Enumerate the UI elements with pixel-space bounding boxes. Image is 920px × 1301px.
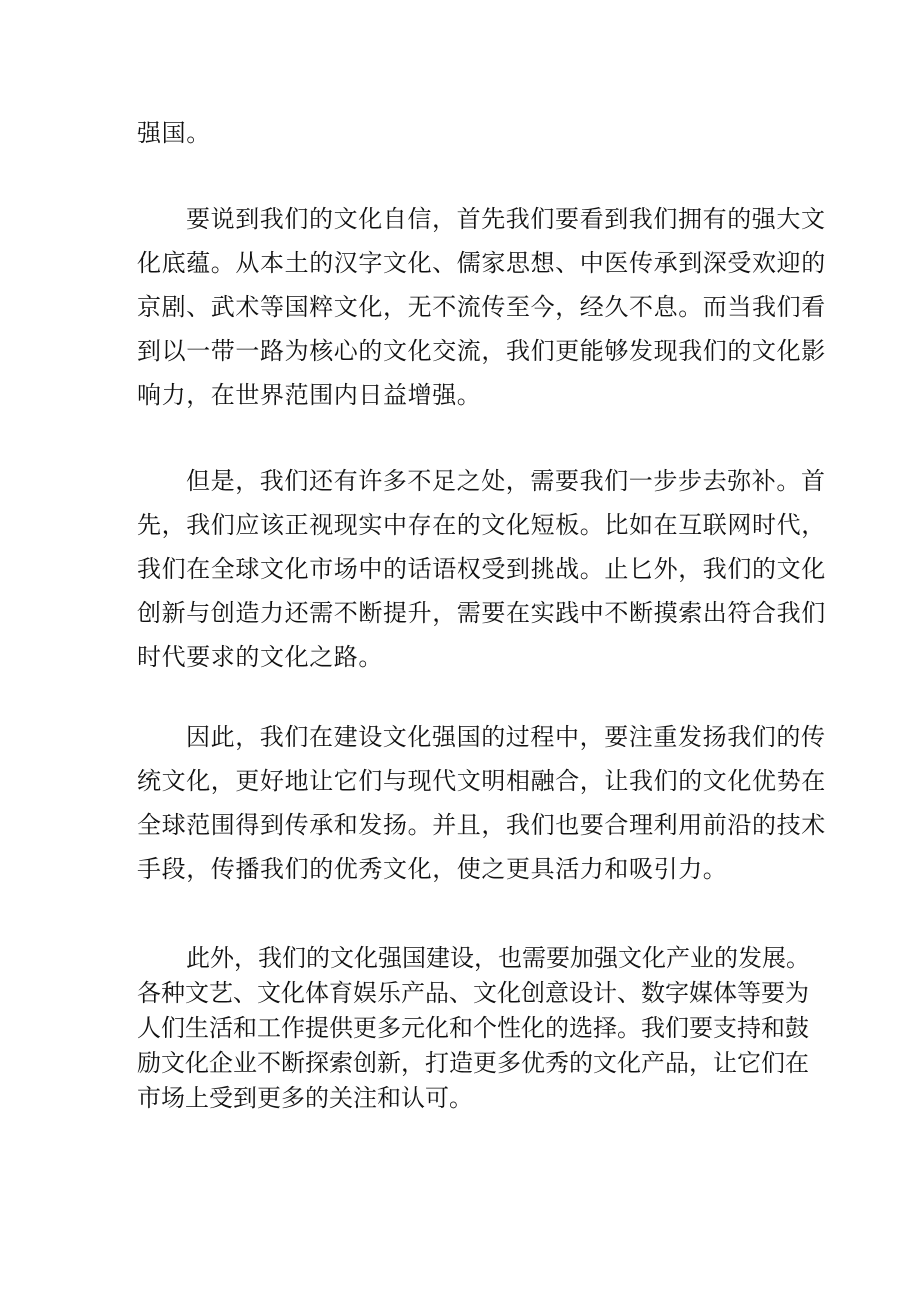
paragraph-1-line-2: 化底蕴。从本土的汉字文化、儒家思想、中医传承到深受欢迎的: [137, 249, 826, 277]
paragraph-3-line-3: 全球范围得到传承和发扬。并且，我们也要合理利用前沿的技术: [137, 811, 826, 839]
paragraph-1-line-4: 到以一带一路为核心的文化交流，我们更能够发现我们的文化影: [137, 337, 826, 365]
paragraph-2-line-1: 但是，我们还有许多不足之处，需要我们一步步去弥补。首: [186, 467, 826, 495]
paragraph-4-line-2: 各种文艺、文化体育娱乐产品、文化创意设计、数字媒体等要为: [137, 979, 809, 1007]
paragraph-1-line-1: 要说到我们的文化自信，首先我们要看到我们拥有的强大文: [186, 205, 826, 233]
paragraph-3-line-2: 统文化，更好地让它们与现代文明相融合，让我们的文化优势在: [137, 767, 826, 795]
paragraph-2-line-2: 先，我们应该正视现实中存在的文化短板。比如在互联网时代，: [137, 511, 826, 539]
paragraph-1-line-5: 响力，在世界范围内日益增强。: [137, 381, 482, 409]
paragraph-1-line-3: 京剧、武术等国粹文化，无不流传至今，经久不息。而当我们看: [137, 293, 826, 321]
paragraph-continuation-line: 强国。: [137, 119, 211, 147]
paragraph-3-line-4: 手段，传播我们的优秀文化，使之更具活力和吸引力。: [137, 855, 728, 883]
paragraph-3-line-1: 因此，我们在建设文化强国的过程中，要注重发扬我们的传: [186, 723, 826, 751]
paragraph-4-line-5: 市场上受到更多的关注和认可。: [137, 1084, 473, 1112]
paragraph-2-line-3: 我们在全球文化市场中的话语权受到挑战。止匕外，我们的文化: [137, 555, 826, 583]
paragraph-2-line-5: 时代要求的文化之路。: [137, 643, 383, 671]
paragraph-4-line-3: 人们生活和工作提供更多元化和个性化的选择。我们要支持和鼓: [137, 1014, 809, 1042]
paragraph-2-line-4: 创新与创造力还需不断提升，需要在实践中不断摸索出符合我们: [137, 599, 826, 627]
paragraph-4-line-1: 此外，我们的文化强国建设，也需要加强文化产业的发展。: [186, 944, 810, 972]
paragraph-4-line-4: 励文化企业不断探索创新，打造更多优秀的文化产品，让它们在: [137, 1049, 809, 1077]
